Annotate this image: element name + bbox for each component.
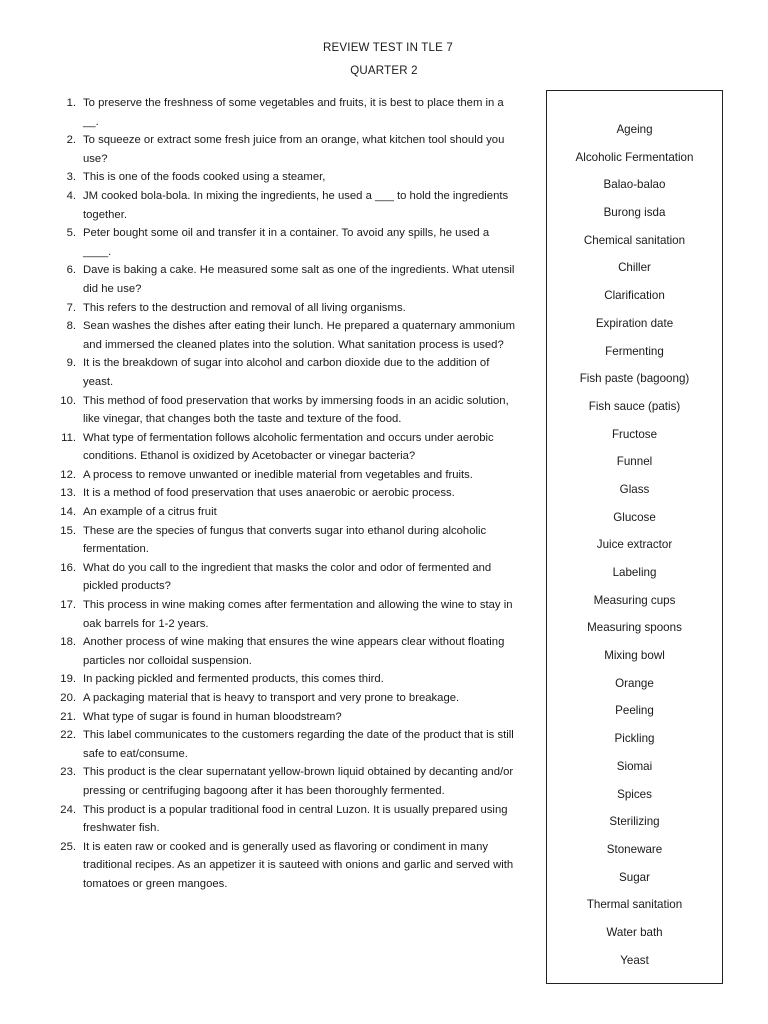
choice-item: Alcoholic Fermentation bbox=[575, 150, 694, 164]
choice-item: Burong isda bbox=[603, 206, 666, 220]
question-item bbox=[56, 168, 518, 187]
question-number: 7. bbox=[66, 301, 76, 314]
choice-item: Fructose bbox=[611, 427, 658, 441]
question-text: It is eaten raw or cooked and is generally used as flavoring or condiment in many traditional recipes. As an appetizer it is sauteed with onions and garlic and served with tomatoes or green mangoes. bbox=[83, 840, 514, 890]
choice-item: Stoneware bbox=[606, 842, 663, 856]
question-number: 23. bbox=[60, 766, 76, 779]
question-number: 24. bbox=[60, 803, 76, 816]
choice-item: Expiration date bbox=[595, 316, 674, 330]
question-text: Dave is baking a cake. He measured some salt as one of the ingredients. What utensil did he use? bbox=[83, 264, 515, 295]
question-number: 10. bbox=[60, 394, 76, 407]
question-number: 22. bbox=[60, 729, 76, 742]
choice-item: Fish paste (bagoong) bbox=[579, 372, 690, 386]
question-text: In packing pickled and fermented products, this comes third. bbox=[83, 673, 384, 686]
question-number: 9. bbox=[66, 357, 76, 370]
choice-item: Chiller bbox=[618, 261, 651, 275]
question-number: 20. bbox=[60, 692, 76, 704]
question-item bbox=[56, 94, 518, 131]
question-text: This product is the clear supernatant yellow-brown liquid obtained by decanting and/or pressing or centrifuging bagoong after it has been thoroughly fermented. bbox=[83, 766, 514, 797]
choice-item: Measuring spoons bbox=[587, 621, 682, 635]
page-subtitle: QUARTER 2 bbox=[350, 65, 418, 77]
question-number: 19. bbox=[60, 673, 76, 686]
question-text: To preserve the freshness of some vegetables and fruits, it is best to place them in a __. bbox=[83, 97, 504, 128]
choice-item: Water bath bbox=[606, 925, 663, 939]
question-text: This process in wine making comes after fermentation and allowing the wine to stay in oak barrels for 1-2 years. bbox=[83, 599, 513, 630]
question-text: This product is a popular traditional food in central Luzon. It is usually prepared using freshwater fish. bbox=[83, 803, 508, 835]
question-item bbox=[56, 763, 518, 800]
question-item bbox=[56, 131, 518, 168]
question-text: This label communicates to the customers regarding the date of the product that is still safe to eat/consume. bbox=[83, 729, 514, 760]
question-number: 6. bbox=[66, 264, 76, 277]
question-text: What type of sugar is found in human bloodstream? bbox=[83, 710, 342, 723]
question-item bbox=[56, 317, 518, 354]
question-item bbox=[56, 726, 518, 763]
question-list bbox=[56, 94, 518, 894]
question-text: What do you call to the ingredient that masks the color and odor of fermented and pickled products? bbox=[83, 561, 492, 593]
question-text: To squeeze or extract some fresh juice from an orange, what kitchen tool should you use? bbox=[83, 134, 505, 165]
choice-item: Clarification bbox=[604, 289, 665, 303]
question-number: 16. bbox=[60, 561, 76, 574]
question-item bbox=[56, 466, 518, 485]
choice-item: Siomai bbox=[616, 759, 653, 773]
question-number: 15. bbox=[60, 524, 76, 537]
choice-item: Chemical sanitation bbox=[583, 233, 686, 247]
question-item bbox=[56, 596, 518, 633]
choice-item: Glass bbox=[619, 482, 650, 496]
choice-item: Thermal sanitation bbox=[586, 898, 683, 912]
question-item bbox=[56, 689, 518, 708]
question-number: 18. bbox=[60, 636, 76, 649]
answer-choices-list bbox=[547, 121, 722, 979]
choice-item: Juice extractor bbox=[596, 538, 673, 552]
question-text: This refers to the destruction and removal of all living organisms. bbox=[83, 301, 406, 314]
question-item bbox=[56, 261, 518, 298]
choice-item: Pickling bbox=[614, 732, 655, 746]
answer-choices-box bbox=[546, 90, 723, 984]
question-item bbox=[56, 224, 518, 261]
question-text: A process to remove unwanted or inedible material from vegetables and fruits. bbox=[83, 468, 473, 481]
question-item bbox=[56, 838, 518, 894]
choice-item: Funnel bbox=[616, 455, 653, 469]
question-text: Peter bought some oil and transfer it in a container. To avoid any spills, he used a ____. bbox=[83, 227, 490, 258]
question-number: 13. bbox=[60, 487, 76, 500]
choice-item: Sterilizing bbox=[609, 815, 660, 829]
question-item bbox=[56, 392, 518, 429]
question-number: 12. bbox=[60, 468, 76, 481]
question-number: 5. bbox=[66, 227, 76, 240]
question-number: 4. bbox=[66, 189, 76, 202]
question-number: 25. bbox=[60, 840, 76, 853]
question-text: This is one of the foods cooked using a steamer, bbox=[83, 171, 326, 184]
question-text: This method of food preservation that works by immersing foods in an acidic solution, like vinegar, that changes both the taste and texture of the food. bbox=[83, 394, 509, 426]
choice-item: Mixing bowl bbox=[604, 649, 665, 663]
question-item bbox=[56, 559, 518, 596]
question-text: An example of a citrus fruit bbox=[83, 506, 217, 519]
choice-item: Orange bbox=[615, 676, 654, 690]
question-item bbox=[56, 187, 518, 224]
question-text: It is a method of food preservation that uses anaerobic or aerobic process. bbox=[83, 487, 455, 500]
question-item bbox=[56, 801, 518, 838]
choice-item: Yeast bbox=[620, 953, 649, 967]
question-item bbox=[56, 708, 518, 727]
question-text: Another process of wine making that ensures the wine appears clear without floating particles nor colloidal suspension. bbox=[83, 636, 505, 667]
question-item bbox=[56, 670, 518, 689]
question-item bbox=[56, 522, 518, 559]
question-number: 3. bbox=[66, 171, 76, 184]
question-number: 14. bbox=[60, 506, 76, 519]
choice-item: Fish sauce (patis) bbox=[588, 399, 681, 413]
question-item bbox=[56, 633, 518, 670]
question-item bbox=[56, 503, 518, 522]
question-number: 8. bbox=[66, 320, 76, 333]
choice-item: Glucose bbox=[613, 510, 656, 524]
question-text: These are the species of fungus that converts sugar into ethanol during alcoholic fermentation. bbox=[83, 524, 487, 556]
question-text: Sean washes the dishes after eating their lunch. He prepared a quaternary ammonium and immersed the cleaned plates into the solution. What sanitation process is used? bbox=[83, 320, 516, 351]
choice-item: Labeling bbox=[612, 566, 657, 579]
question-text: A packaging material that is heavy to transport and very prone to breakage. bbox=[83, 692, 460, 704]
question-item bbox=[56, 429, 518, 466]
question-text: JM cooked bola-bola. In mixing the ingredients, he used a ___ to hold the ingredients together. bbox=[83, 189, 509, 221]
question-number: 1. bbox=[66, 97, 76, 109]
question-number: 17. bbox=[60, 599, 76, 612]
choice-item: Balao-balao bbox=[603, 178, 666, 192]
question-number: 2. bbox=[66, 134, 76, 147]
question-item bbox=[56, 299, 518, 318]
question-text: What type of fermentation follows alcoholic fermentation and occurs under aerobic conditions. Ethanol is oxidized by Acetobacter or vinegar bacteria? bbox=[83, 431, 494, 463]
page-title: REVIEW TEST IN TLE 7 bbox=[323, 42, 453, 54]
choice-item: Sugar bbox=[619, 870, 650, 884]
question-number: 21. bbox=[60, 710, 76, 723]
choice-item: Measuring cups bbox=[593, 593, 676, 607]
choice-item: Fermenting bbox=[605, 344, 664, 358]
question-item bbox=[56, 484, 518, 503]
choice-item: Peeling bbox=[615, 704, 654, 718]
choice-item: Spices bbox=[617, 787, 652, 801]
question-item bbox=[56, 354, 518, 391]
question-text: It is the breakdown of sugar into alcohol and carbon dioxide due to the addition of yeast. bbox=[83, 357, 490, 388]
question-number: 11. bbox=[61, 431, 76, 444]
choice-item: Ageing bbox=[616, 123, 653, 136]
